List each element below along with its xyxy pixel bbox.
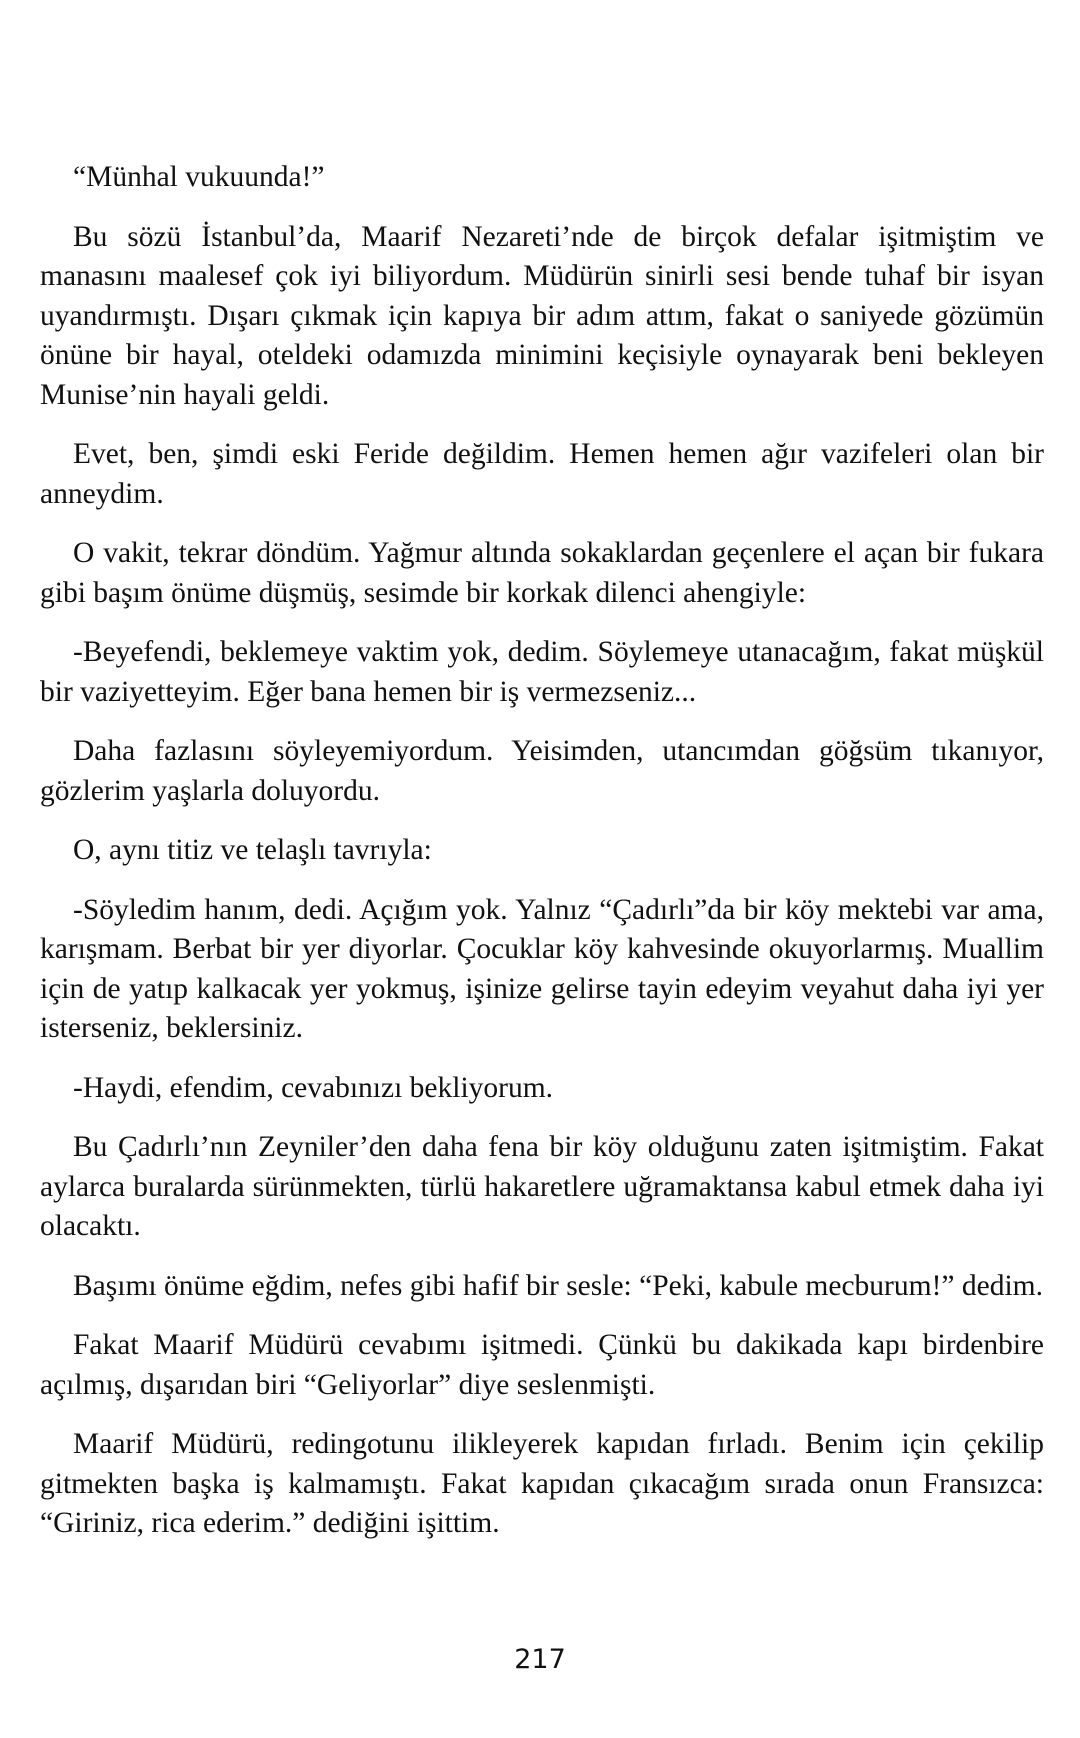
- paragraph-12: Fakat Maarif Müdürü cevabımı işitmedi. Çünkü bu dakikada kapı birdenbire açılmış, dışarıdan biri “Geliyorlar” diye seslenmişti.: [40, 1329, 1044, 1401]
- page-body: [40, 158, 1044, 1564]
- paragraph-5: -Beyefendi, beklemeye vaktim yok, dedim. Söylemeye utanacağım, fakat müşkül bir vaziyetteyim. Eğer bana hemen bir iş vermezseniz...: [40, 636, 1044, 708]
- paragraph-6: Daha fazlasını söyleyemiyordum. Yeisimden, utancımdan göğsüm tıkanıyor, gözlerim yaşlarla doluyordu.: [40, 735, 1044, 807]
- page-number: 217: [514, 1644, 566, 1675]
- paragraph-1: “Münhal vukuunda!”: [73, 161, 325, 193]
- paragraph-11: Başımı önüme eğdim, nefes gibi hafif bir sesle: “Peki, kabule mecburum!” dedim.: [73, 1269, 1043, 1302]
- paragraph-7: O, aynı titiz ve telaşlı tavrıyla:: [73, 834, 432, 866]
- paragraph-13: Maarif Müdürü, redingotunu ilikleyerek kapıdan fırladı. Benim için çekilip gitmekten başka iş kalmamıştı. Fakat kapıdan çıkacağım sırada onun Fransızca: “Giriniz, rica ederim.” dediğini işittim.: [40, 1428, 1044, 1539]
- paragraph-8: -Söyledim hanım, dedi. Açığım yok. Yalnız “Çadırlı”da bir köy mektebi var ama, karışmam. Berbat bir yer diyorlar. Çocuklar köy kahvesinde okuyorlarmış. Muallim için de yatıp kalkacak yer yokmuş, işinize gelirse tayin edeyim veyahut daha iyi yer isterseniz, beklersiniz.: [40, 893, 1044, 1044]
- paragraph-2: Bu sözü İstanbul’da, Maarif Nezareti’nde de birçok defalar işitmiştim ve manasını maalesef çok iyi biliyordum. Müdürün sinirli sesi bende tuhaf bir isyan uyandırmıştı. Dışarı çıkmak için kapıya bir adım attım, fakat o saniyede gözümün önüne bir hayal, oteldeki odamızda minimini keçisiyle oynayarak beni bekleyen Munise’nin hayali geldi.: [40, 220, 1044, 411]
- paragraph-4: O vakit, tekrar döndüm. Yağmur altında sokaklardan geçenlere el açan bir fukara gibi başım önüme düşmüş, sesimde bir korkak dilenci ahengiyle:: [40, 537, 1044, 609]
- paragraph-3: Evet, ben, şimdi eski Feride değildim. Hemen hemen ağır vazifeleri olan bir anneydim.: [40, 438, 1044, 510]
- paragraph-9: -Haydi, efendim, cevabınızı bekliyorum.: [73, 1071, 554, 1104]
- paragraph-10: Bu Çadırlı’nın Zeyniler’den daha fena bir köy olduğunu zaten işitmiştim. Fakat aylarca buralarda sürünmekten, türlü hakaretlere uğramaktansa kabul etmek daha iyi olacaktı.: [40, 1131, 1044, 1242]
